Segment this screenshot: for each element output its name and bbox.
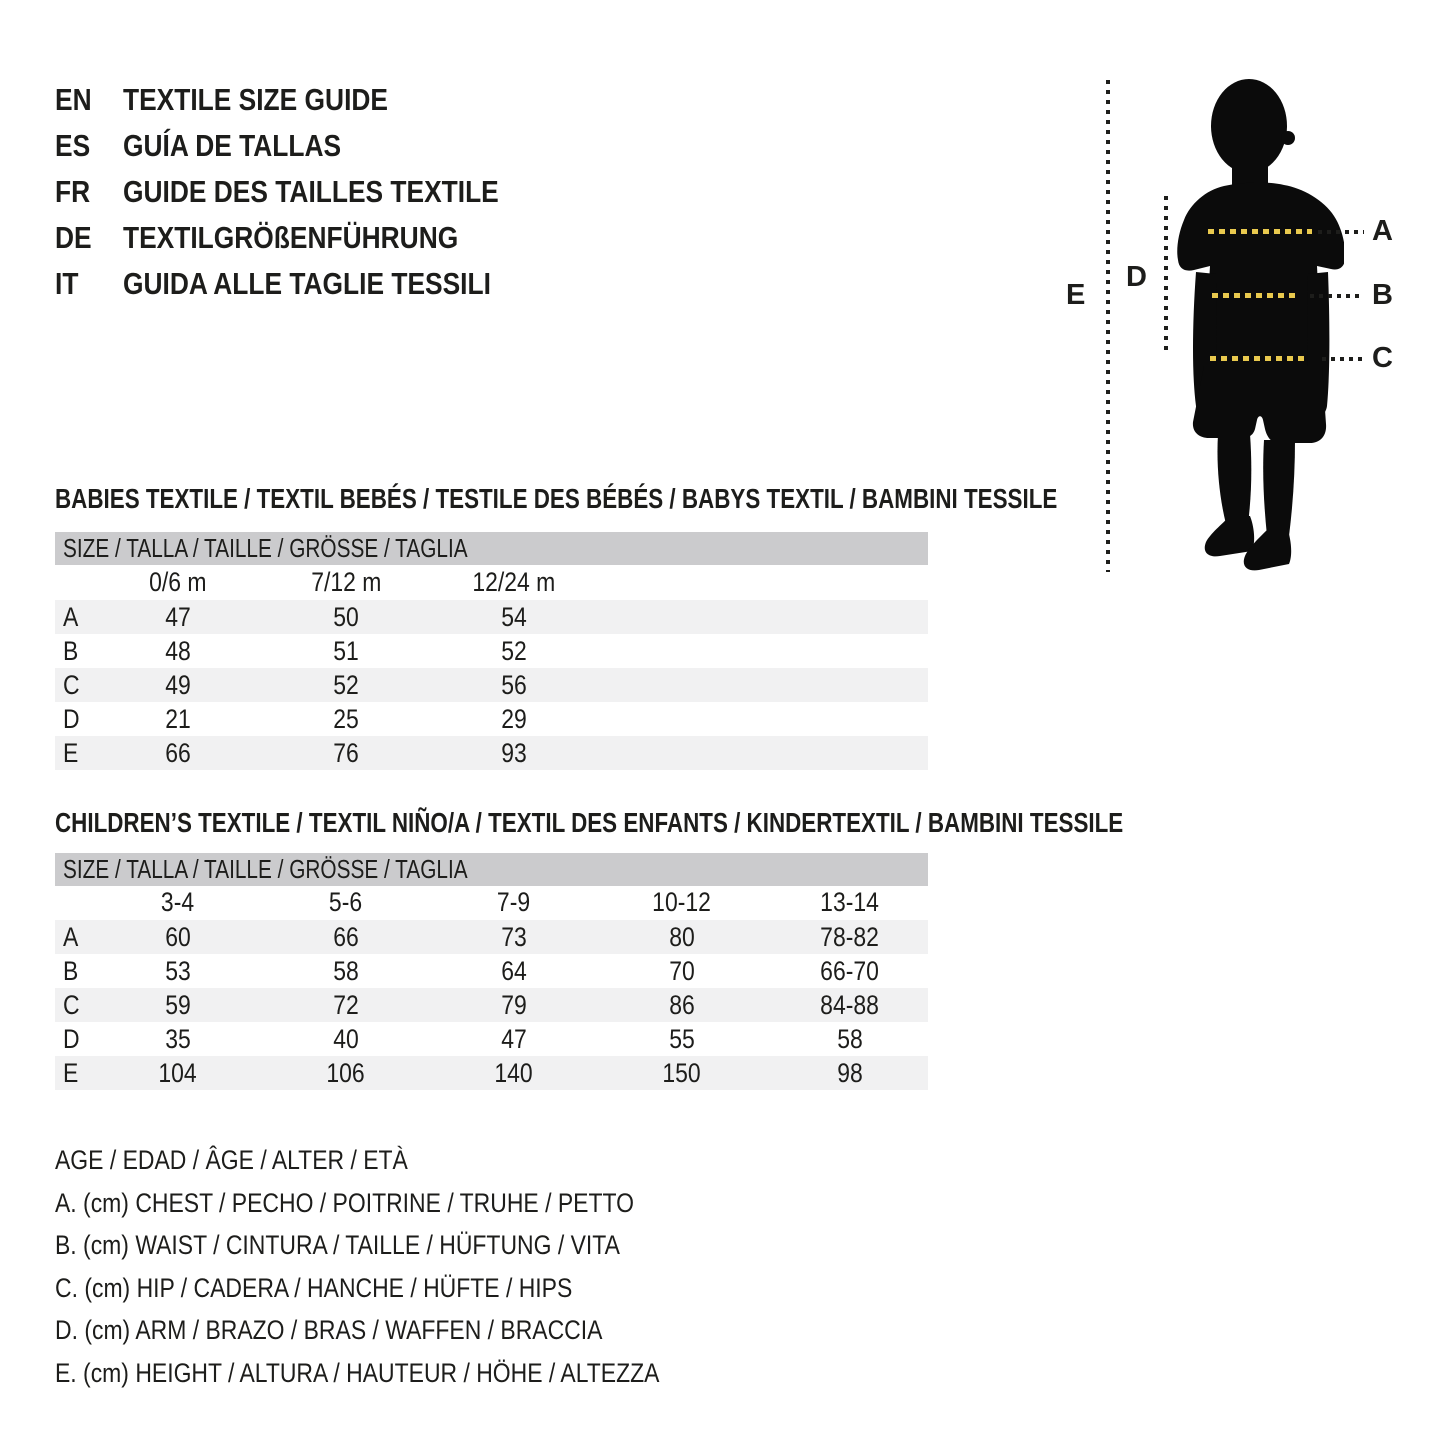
cell-value: 50	[333, 602, 359, 632]
column-header-row	[55, 885, 928, 920]
cell-value: 106	[326, 1058, 366, 1088]
language-code: DE	[55, 220, 92, 255]
cell-value: 52	[501, 636, 527, 666]
column-header: 5-6	[329, 887, 363, 917]
row-label: B	[63, 956, 79, 986]
legend-line-chest: A. (cm) CHEST / PECHO / POITRINE / TRUHE / PETTO	[55, 1188, 634, 1218]
cell-value: 54	[501, 602, 527, 632]
cell-value: 66-70	[820, 956, 880, 986]
table-row	[55, 668, 928, 702]
cell-value: 21	[165, 704, 191, 734]
language-code: FR	[55, 174, 91, 209]
waist-line-b-dashes	[1212, 293, 1298, 298]
cell-value: 98	[837, 1058, 863, 1088]
cell-value: 52	[333, 670, 359, 700]
column-header: 7-9	[497, 887, 531, 917]
hip-line-c-dashes	[1210, 356, 1306, 361]
arm-line-d	[1164, 196, 1168, 352]
cell-value: 104	[158, 1058, 198, 1088]
column-header: 3-4	[161, 887, 195, 917]
cell-value: 140	[494, 1058, 534, 1088]
measure-label-e: E	[1066, 279, 1086, 311]
cell-value: 29	[501, 704, 527, 734]
chest-line-a-dashes	[1208, 229, 1312, 234]
column-header: 10-12	[652, 887, 712, 917]
cell-value: 49	[165, 670, 191, 700]
row-label: E	[63, 738, 79, 768]
table-row	[55, 920, 928, 954]
table-row	[55, 600, 928, 634]
cell-value: 51	[333, 636, 359, 666]
babies-size-table	[55, 532, 928, 770]
cell-value: 47	[501, 1024, 527, 1054]
cell-value: 64	[501, 956, 527, 986]
language-code: EN	[55, 82, 92, 117]
cell-value: 72	[333, 990, 359, 1020]
column-header-row	[55, 565, 928, 600]
row-label: A	[63, 602, 79, 632]
measure-label-a: A	[1372, 215, 1393, 247]
cell-value: 60	[165, 922, 191, 952]
cell-value: 35	[165, 1024, 191, 1054]
cell-value: 53	[165, 956, 191, 986]
cell-value: 40	[333, 1024, 359, 1054]
table-row	[55, 634, 928, 668]
measure-label-d: D	[1126, 261, 1147, 293]
cell-value: 86	[669, 990, 695, 1020]
cell-value: 25	[333, 704, 359, 734]
cell-value: 55	[669, 1024, 695, 1054]
legend-line-age: AGE / EDAD / ÂGE / ALTER / ETÀ	[55, 1145, 408, 1175]
table-row	[55, 736, 928, 770]
cell-value: 150	[662, 1058, 702, 1088]
cell-value: 48	[165, 636, 191, 666]
legend-line-waist: B. (cm) WAIST / CINTURA / TAILLE / HÜFTUNG / VITA	[55, 1230, 620, 1260]
table-row	[55, 702, 928, 736]
table-row	[55, 1056, 928, 1090]
language-title: GUIDE DES TAILLES TEXTILE	[123, 174, 499, 209]
cell-value: 58	[333, 956, 359, 986]
measure-label-b: B	[1372, 279, 1393, 311]
children-size-table	[55, 853, 928, 1091]
size-header-bar: SIZE / TALLA / TAILLE / GRÖSSE / TAGLIA	[55, 532, 928, 565]
language-title: TEXTILE SIZE GUIDE	[123, 82, 389, 117]
section-title-babies: BABIES TEXTILE / TEXTIL BEBÉS / TESTILE DES BÉBÉS / BABYS TEXTIL / BAMBINI TESSILE	[55, 483, 1058, 514]
row-label: A	[63, 922, 79, 952]
cell-value: 66	[165, 738, 191, 768]
language-title: TEXTILGRÖßENFÜHRUNG	[123, 220, 459, 255]
chest-line-a-dots	[1318, 230, 1364, 234]
cell-value: 78-82	[820, 922, 880, 952]
size-header-bar: SIZE / TALLA / TAILLE / GRÖSSE / TAGLIA	[55, 853, 928, 886]
hip-line-c-dots	[1322, 357, 1362, 361]
cell-value: 70	[669, 956, 695, 986]
cell-value: 76	[333, 738, 359, 768]
cell-value: 84-88	[820, 990, 880, 1020]
cell-value: 80	[669, 922, 695, 952]
cell-value: 56	[501, 670, 527, 700]
waist-line-b-dots	[1310, 294, 1362, 298]
cell-value: 73	[501, 922, 527, 952]
cell-value: 93	[501, 738, 527, 768]
child-silhouette	[1172, 76, 1344, 584]
row-label: B	[63, 636, 79, 666]
table-row	[55, 988, 928, 1022]
column-header: 7/12 m	[310, 567, 382, 597]
row-label: C	[63, 990, 80, 1020]
cell-value: 58	[837, 1024, 863, 1054]
cell-value: 59	[165, 990, 191, 1020]
language-code: IT	[55, 266, 79, 301]
cell-value: 79	[501, 990, 527, 1020]
cell-value: 66	[333, 922, 359, 952]
table-row	[55, 1022, 928, 1056]
row-label: E	[63, 1058, 79, 1088]
table-row	[55, 954, 928, 988]
measure-label-c: C	[1372, 342, 1393, 374]
section-title-children: CHILDREN’S TEXTILE / TEXTIL NIÑO/A / TEXTIL DES ENFANTS / KINDERTEXTIL / BAMBINI TESSILE	[55, 807, 1124, 838]
legend-line-height: E. (cm) HEIGHT / ALTURA / HAUTEUR / HÖHE / ALTEZZA	[55, 1358, 660, 1388]
column-header: 12/24 m	[472, 567, 556, 597]
row-label: C	[63, 670, 80, 700]
legend-line-arm: D. (cm) ARM / BRAZO / BRAS / WAFFEN / BRACCIA	[55, 1315, 603, 1345]
row-label: D	[63, 704, 80, 734]
language-code: ES	[55, 128, 91, 163]
legend-line-hip: C. (cm) HIP / CADERA / HANCHE / HÜFTE / HIPS	[55, 1273, 573, 1303]
cell-value: 47	[165, 602, 191, 632]
language-title: GUIDA ALLE TAGLIE TESSILI	[123, 266, 491, 301]
language-title: GUÍA DE TALLAS	[123, 128, 342, 163]
column-header: 13-14	[820, 887, 880, 917]
column-header: 0/6 m	[149, 567, 207, 597]
row-label: D	[63, 1024, 80, 1054]
